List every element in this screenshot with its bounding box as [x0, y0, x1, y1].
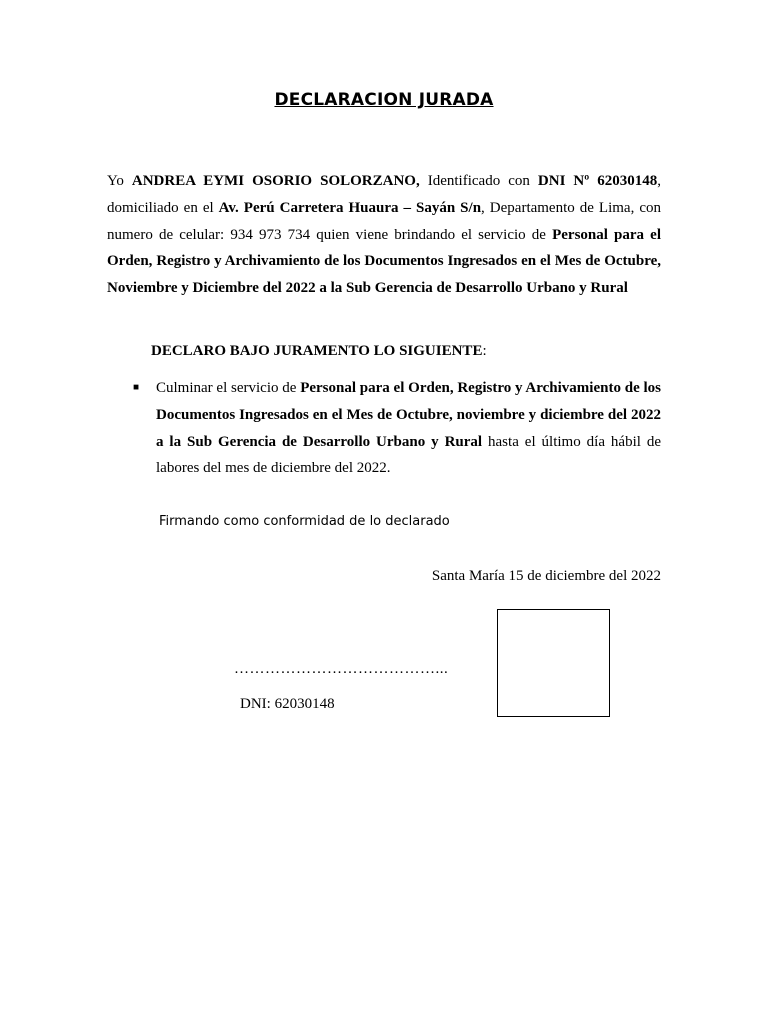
fingerprint-box — [497, 609, 610, 717]
signer-dni: DNI: 62030148 — [240, 696, 335, 712]
intro-paragraph — [107, 168, 661, 302]
signature-line: …………………………………... — [234, 661, 449, 677]
declarant-dni: DNI Nº 62030148 — [537, 173, 658, 189]
intro-text-2: Identificado con — [419, 173, 538, 189]
bullet-square-icon: ■ — [133, 382, 140, 393]
bullet-service: Personal para el Orden, Registro y Archivamiento de los Documentos Ingresados en el Mes de Octubre, noviembre y diciembre del 2022 a la Sub Gerencia de Desarrollo Urbano y Rural — [156, 380, 661, 450]
bullet-item — [156, 375, 661, 482]
document-title: DECLARACION JURADA — [274, 90, 494, 110]
declaration-heading-colon: : — [482, 343, 487, 359]
place-and-date: Santa María 15 de diciembre del 2022 — [431, 568, 661, 584]
conformity-statement: Firmando como conformidad de lo declarado — [159, 514, 450, 529]
bullet-text-1: Culminar el servicio de — [156, 380, 301, 396]
declaration-heading-text: DECLARO BAJO JURAMENTO LO SIGUIENTE — [151, 343, 483, 359]
declarant-name: ANDREA EYMI OSORIO SOLORZANO, — [131, 173, 420, 189]
declarant-address: Av. Perú Carretera Huaura – Sayán S/n — [218, 199, 482, 216]
declaration-heading — [151, 340, 487, 362]
service-description: Personal para el Orden, Registro y Archivamiento de los Documentos Ingresados en el Mes de Octubre, Noviembre y Diciembre del 2022 a la Sub Gerencia de Desarrollo Urbano y Rural — [107, 226, 662, 297]
bullet-text-2: hasta el último día hábil de labores del mes de diciembre del 2022. — [156, 433, 661, 477]
intro-text-1: Yo — [107, 173, 132, 189]
intro-text-3: , domiciliado en el — [107, 173, 661, 216]
intro-text-4: , Departamento de Lima, con numero de celular: 934 973 734 quien viene brindando el servicio de — [107, 199, 661, 243]
